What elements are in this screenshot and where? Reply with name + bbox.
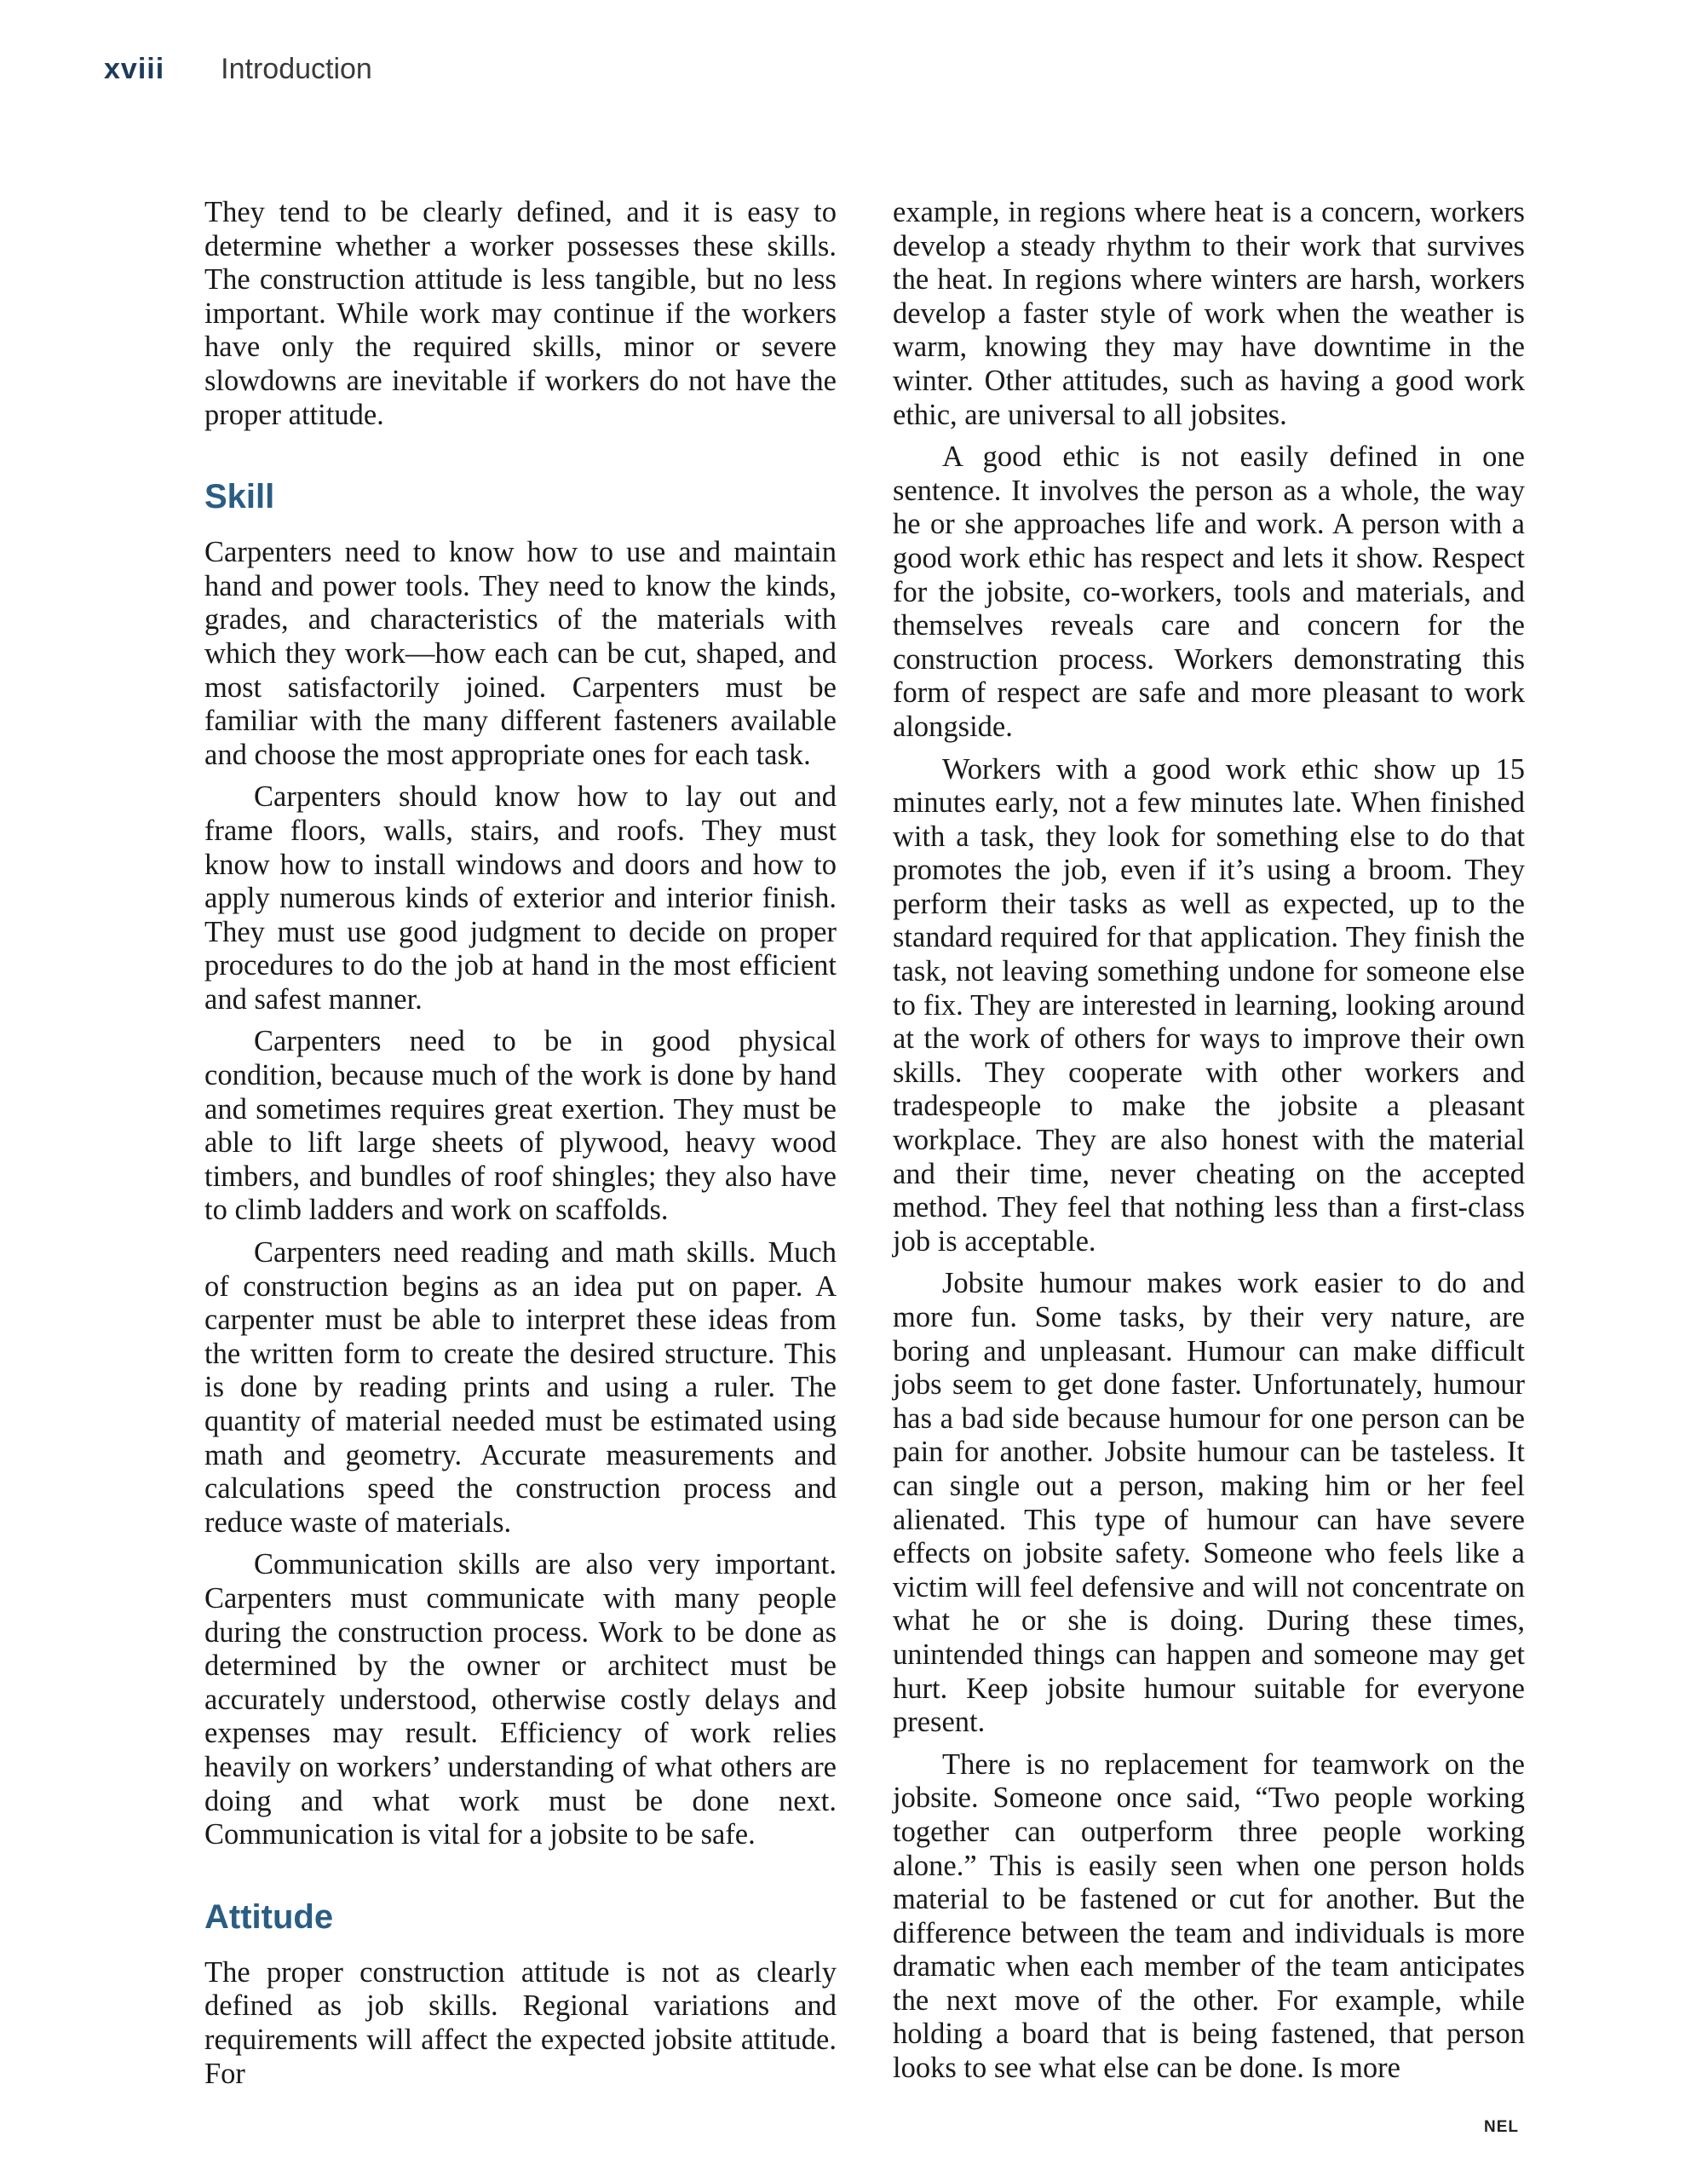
paragraph-workers-ethic: Workers with a good work ethic show up 15 minutes early, not a few minutes late. When finished with a task, they look for something else to do that promotes the job, even if it’s using a broom. They perform their tasks as well as expected, up to the standard required for that application. They finish the task, not leaving something undone for someone else to fix. They are interested in learning, looking around at the work of others for ways to improve their own skills. They cooperate with other workers and tradespeople to make the jobsite a pleasant workplace. They are also honest with the material and their time, never cheating on the accepted method. They feel that nothing less than a first-class job is acceptable.: [893, 752, 1525, 1258]
page-header: [104, 53, 372, 95]
paragraph-attitude-continued: example, in regions where heat is a concern, workers develop a steady rhythm to their work that survives the heat. In regions where winters are harsh, workers develop a faster style of work when the weather is warm, knowing they may have downtime in the winter. Other attitudes, such as having a good work ethic, are universal to all jobsites.: [893, 196, 1525, 431]
paragraph-attitude-1: The proper construction attitude is not as clearly defined as job skills. Regional variations and requirements will affect the expected jobsite attitude. For: [204, 1955, 837, 2090]
paragraph-skill-3: Carpenters need to be in good physical condition, because much of the work is done by hand and sometimes requires great exertion. They must be able to lift large sheets of plywood, heavy wood timbers, and bundles of roof shingles; they also have to climb ladders and work on scaffolds.: [204, 1025, 837, 1227]
paragraph-teamwork: There is no replacement for teamwork on the jobsite. Someone once said, “Two people working together can outperform three people working alone.” This is easily seen when one person holds material to be fastened or cut for another. But the difference between the team and individuals is more dramatic when each member of the team anticipates the next move of the other. For example, while holding a board that is being fastened, that person looks to see what else can be done. Is more: [893, 1747, 1525, 2085]
paragraph-good-ethic: A good ethic is not easily defined in one sentence. It involves the person as a whole, the way he or she approaches life and work. A person with a good work ethic has respect and lets it show. Respect for the jobsite, co-workers, tools and materials, and themselves reveals care and concern for the construction process. Workers demonstrating this form of respect are safe and more pleasant to work alongside.: [893, 440, 1525, 743]
paragraph-jobsite-humour: Jobsite humour makes work easier to do and more fun. Some tasks, by their very nature, are boring and unpleasant. Humour can make difficult jobs seem to get done faster. Unfortunately, humour has a bad side because humour for one person can be pain for another. Jobsite humour can be tasteless. It can single out a person, making him or her feel alienated. This type of humour can have severe effects on jobsite safety. Someone who feels like a victim will feel defensive and will not concentrate on what he or she is doing. During these times, unintended things can happen and someone may get hurt. Keep jobsite humour suitable for everyone present.: [893, 1267, 1525, 1739]
paragraph-intro: They tend to be clearly defined, and it is easy to determine whether a worker possesses these skills. The construction attitude is less tangible, but no less important. While work may continue if the workers have only the required skills, minor or severe slowdowns are inevitable if workers do not have the proper attitude.: [204, 196, 837, 431]
paragraph-skill-5: Communication skills are also very important. Carpenters must communicate with many people during the construction process. Work to be done as determined by the owner or architect must be accurately understood, otherwise costly delays and expenses may result. Efficiency of work relies heavily on workers’ understanding of what others are doing and what work must be done next. Communication is vital for a jobsite to be safe.: [204, 1548, 837, 1851]
paragraph-skill-4: Carpenters need reading and math skills. Much of construction begins as an idea put on paper. A carpenter must be able to interpret these ideas from the written form to create the desired structure. This is done by reading prints and using a ruler. The quantity of material needed must be estimated using math and geometry. Accurate measurements and calculations speed the construction process and reduce waste of materials.: [204, 1236, 837, 1539]
page-number: xviii: [104, 53, 165, 85]
left-column: [204, 196, 837, 2099]
right-column: [893, 196, 1525, 2094]
publisher-footer: NEL: [1484, 2118, 1519, 2136]
paragraph-skill-2: Carpenters should know how to lay out and frame floors, walls, stairs, and roofs. They must know how to install windows and doors and how to apply numerous kinds of exterior and interior finish. They must use good judgment to decide on proper procedures to do the job at hand in the most efficient and safest manner.: [204, 780, 837, 1016]
heading-attitude: Attitude: [204, 1897, 334, 1936]
heading-skill: Skill: [204, 478, 275, 516]
running-section-title: Introduction: [221, 53, 372, 85]
paragraph-skill-1: Carpenters need to know how to use and maintain hand and power tools. They need to know the kinds, grades, and characteristics of the materials with which they work—how each can be cut, shaped, and most satisfactorily joined. Carpenters must be familiar with the many different fasteners available and choose the most appropriate ones for each task.: [204, 536, 837, 771]
